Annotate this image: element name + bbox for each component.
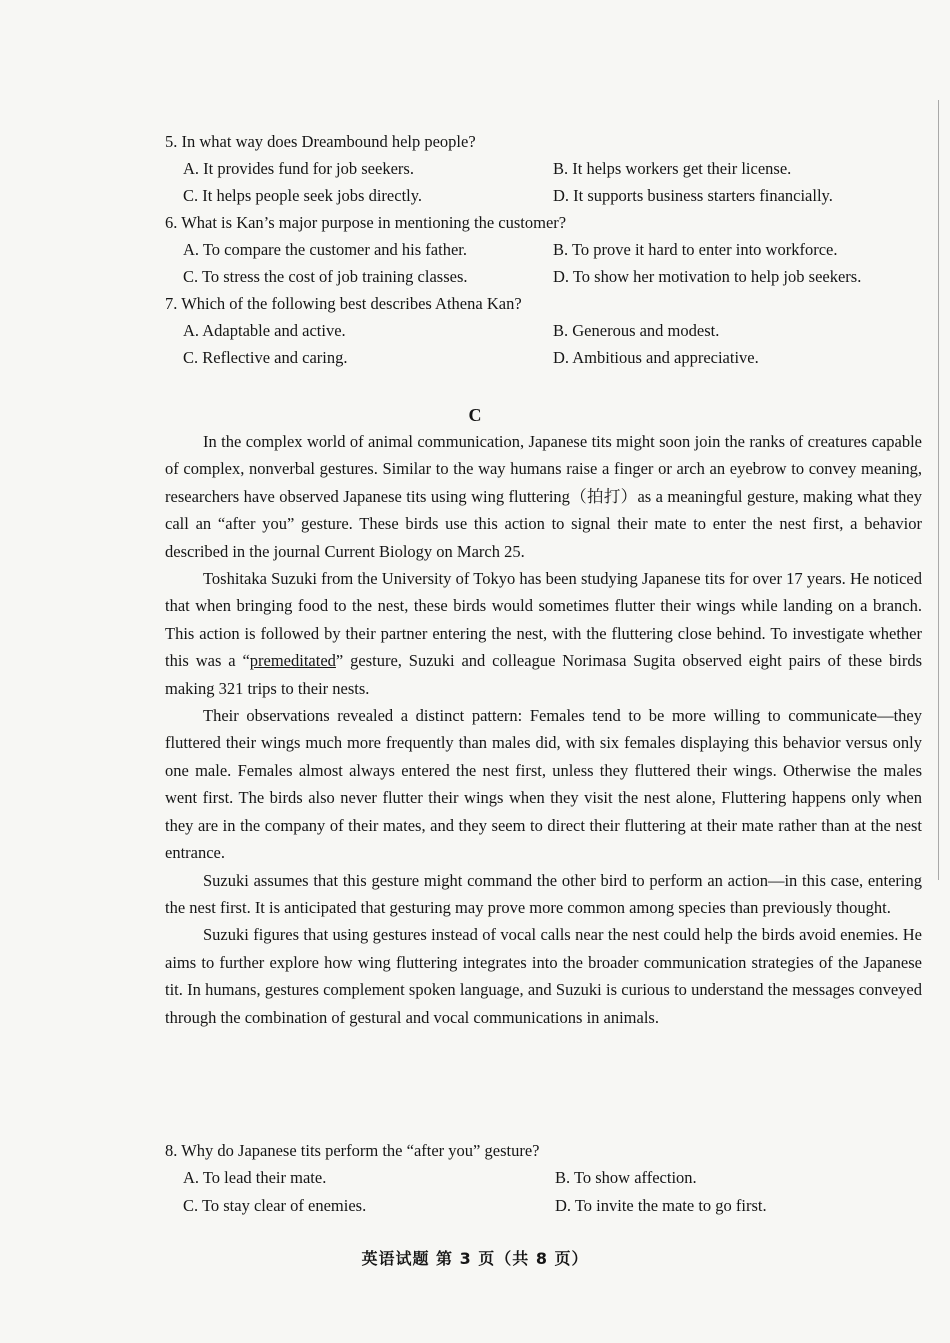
- question-5-option-c: C. It helps people seek jobs directly.: [183, 186, 423, 205]
- passage-paragraph-2-start: Toshitaka Suzuki from the University of Tokyo has been studying Japanese tits for over 17 years. He noticed that when bringing food to the nest, these birds would sometimes flutter their wings while landing on a branch. This action is followed by their partner entering the nest, with the fluttering close behind. To investigate whether this was a “: [165, 569, 922, 671]
- question-6-stem: 6. What is Kan’s major purpose in mentioning the customer?: [165, 213, 567, 232]
- scan-edge-line: [938, 100, 939, 880]
- passage-paragraph-1: In the complex world of animal communication, Japanese tits might soon join the ranks of creatures capable of complex, nonverbal gestures. Similar to the way humans raise a finger or arch an eyebrow to convey meaning, researchers have observed Japanese tits using wing fluttering（拍打）as a meaningful gesture, making what they call an “after you” gesture. These birds use this action to signal their mate to enter the nest first, a behavior described in the journal Current Biology on March 25.: [165, 432, 922, 561]
- question-5-stem: 5. In what way does Dreambound help people?: [165, 132, 476, 151]
- question-7-option-b: B. Generous and modest.: [553, 321, 720, 340]
- question-6-option-c: C. To stress the cost of job training classes.: [183, 267, 468, 286]
- passage-paragraph-3: Their observations revealed a distinct pattern: Females tend to be more willing to communicate—they fluttered their wings much more frequently than males did, with six females displaying this behavior versus only one male. Females almost always entered the nest first, unless they fluttered their wings. Otherwise the males went first. The birds also never flutter their wings when they visit the nest alone, Fluttering happens only when they are in the company of their mates, and they seem to direct their fluttering at their mate rather than at the nest entrance.: [165, 706, 922, 863]
- passage-paragraph-5: Suzuki figures that using gestures instead of vocal calls near the nest could help the birds avoid enemies. He aims to further explore how wing fluttering integrates into the broader communication strategies of the Japanese tit. In humans, gestures complement spoken language, and Suzuki is curious to understand the messages conveyed through the combination of gestural and vocal communications in animals.: [165, 925, 922, 1027]
- question-8-stem: 8. Why do Japanese tits perform the “after you” gesture?: [165, 1141, 540, 1160]
- passage-paragraph-2: [165, 565, 922, 702]
- question-6-option-d: D. To show her motivation to help job seekers.: [553, 267, 862, 286]
- question-7-stem: 7. Which of the following best describes Athena Kan?: [165, 294, 522, 313]
- question-7-option-a: A. Adaptable and active.: [183, 321, 346, 340]
- question-5-option-d: D. It supports business starters financially.: [553, 186, 833, 205]
- passage-paragraph-4: Suzuki assumes that this gesture might command the other bird to perform an action—in this case, entering the nest first. It is anticipated that gesturing may prove more common among species than previously thought.: [165, 870, 922, 917]
- question-6-option-b: B. To prove it hard to enter into workforce.: [553, 240, 838, 259]
- question-5-option-a: A. It provides fund for job seekers.: [183, 159, 414, 178]
- question-7-option-c: C. Reflective and caring.: [183, 348, 348, 367]
- question-8-option-c: C. To stay clear of enemies.: [183, 1196, 367, 1215]
- passage-paragraph-2-end: ” gesture, Suzuki and colleague Norimasa Sugita observed eight pairs of these birds making 321 trips to their nests.: [165, 651, 922, 698]
- question-7-option-d: D. Ambitious and appreciative.: [553, 348, 759, 367]
- question-5-option-b: B. It helps workers get their license.: [553, 159, 792, 178]
- section-heading: C: [468, 405, 482, 425]
- question-8-option-a: A. To lead their mate.: [183, 1168, 327, 1187]
- question-8-option-b: B. To show affection.: [555, 1168, 697, 1187]
- question-6-option-a: A. To compare the customer and his father.: [183, 240, 467, 259]
- underlined-word: premeditated: [249, 651, 336, 671]
- question-8-option-d: D. To invite the mate to go first.: [555, 1196, 767, 1215]
- reading-passage: [165, 428, 922, 1031]
- page-footer: 英语试题 第 3 页（共 8 页）: [361, 1249, 589, 1268]
